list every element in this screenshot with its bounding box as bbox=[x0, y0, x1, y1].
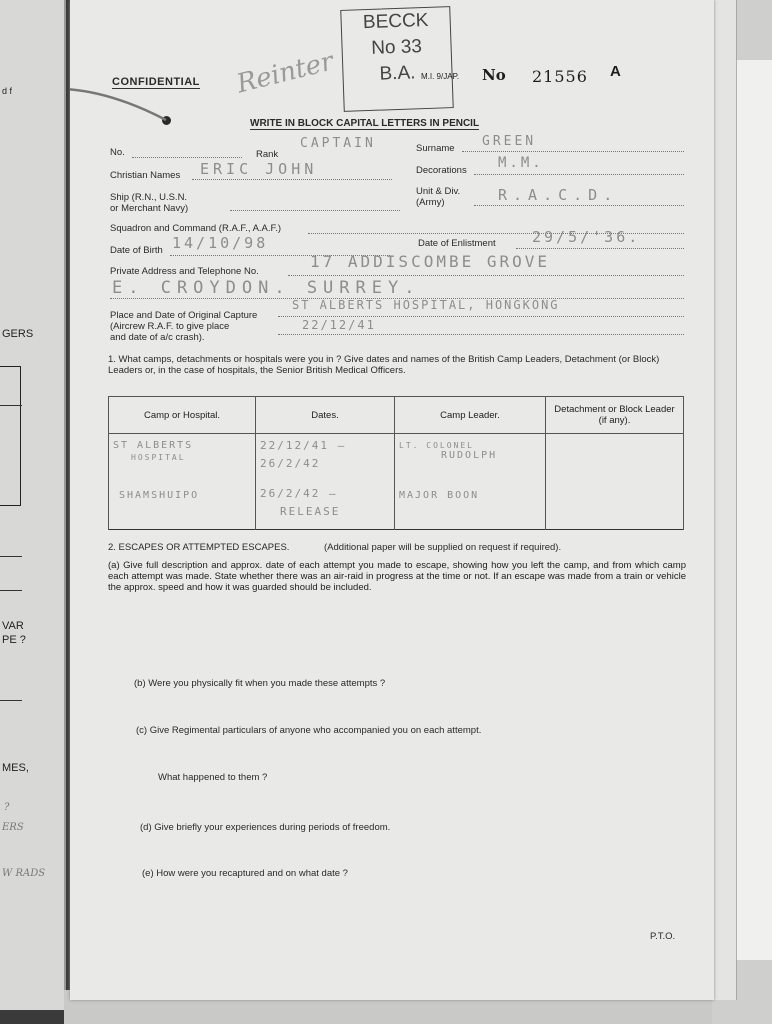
capture-date-value: 22/12/41 bbox=[302, 318, 376, 332]
dates-value: RELEASE bbox=[280, 505, 341, 518]
form-suffix: A bbox=[610, 63, 621, 80]
pencil-annotation: Reinter bbox=[233, 46, 337, 100]
pto-label: P.T.O. bbox=[650, 931, 676, 942]
back-page-fragment: GERS bbox=[2, 328, 34, 340]
back-page-fragment: d f bbox=[2, 86, 13, 96]
surname-label: Surname bbox=[416, 143, 455, 154]
camp-name: ST ALBERTS bbox=[113, 440, 194, 451]
squadron-label: Squadron and Command (R.A.F., A.A.F.) bbox=[110, 223, 282, 234]
back-page-handwriting: W RADS bbox=[2, 868, 46, 879]
back-page bbox=[0, 0, 66, 1010]
ship-label bbox=[110, 192, 188, 214]
table-row bbox=[109, 434, 684, 530]
back-page-fragment: PE ? bbox=[2, 634, 26, 646]
dates-value: 22/12/41 — bbox=[260, 439, 347, 452]
liberation-questionnaire-form bbox=[70, 0, 714, 1000]
back-page-rule bbox=[0, 556, 22, 557]
christian-names-field bbox=[192, 179, 392, 180]
camp-name: SHAMSHUIPO bbox=[119, 490, 200, 501]
ship-label-line: Ship (R.N., U.S.N. bbox=[110, 192, 188, 203]
decorations-field bbox=[474, 174, 684, 175]
address-label: Private Address and Telephone No. bbox=[110, 266, 259, 277]
date-of-enlistment-value: 29/5/'36. bbox=[532, 228, 641, 246]
question-2a: (a) Give full description and approx. date of each attempt you made to escape, showing how you left the camp, and from which camp each attempt was made. State whether there was an air-raid in progress at the time or not. If an escape was made from a train or vehicle the approx. speed and how it was guarded should be included. bbox=[108, 560, 686, 593]
unit-label bbox=[416, 186, 460, 208]
dates-value: 26/2/42 bbox=[260, 457, 321, 470]
capture-field bbox=[278, 316, 684, 317]
address-value-line-2: E. CROYDON. SURREY. bbox=[112, 278, 421, 298]
question-2-note: (Additional paper will be supplied on request if required). bbox=[324, 542, 562, 553]
stamp-line: B.A. bbox=[379, 62, 416, 85]
unit-field bbox=[474, 205, 684, 206]
dates-cell bbox=[256, 434, 395, 530]
ship-field bbox=[230, 210, 400, 211]
ship-label-line: or Merchant Navy) bbox=[110, 203, 189, 214]
binding-string bbox=[70, 0, 190, 140]
capture-label-line: (Aircrew R.A.F. to give place bbox=[110, 321, 230, 332]
back-page-handwriting: ERS bbox=[2, 822, 24, 833]
back-page-rule bbox=[0, 405, 22, 406]
back-page-handwriting: ? bbox=[4, 802, 10, 813]
rank-value: CAPTAIN bbox=[300, 136, 376, 151]
question-2-title: 2. ESCAPES OR ATTEMPTED ESCAPES. bbox=[108, 542, 290, 553]
camp-cell bbox=[109, 434, 256, 530]
back-page-box bbox=[0, 366, 21, 506]
page-stack-right bbox=[712, 0, 772, 1024]
surname-value: GREEN bbox=[482, 134, 537, 149]
back-page-rule bbox=[0, 700, 22, 701]
capture-label bbox=[110, 310, 257, 343]
office-stamp bbox=[340, 6, 453, 112]
date-of-birth-label: Date of Birth bbox=[110, 245, 163, 256]
stamp-line: No 33 bbox=[370, 36, 423, 59]
leader-value: MAJOR BOON bbox=[399, 490, 480, 501]
question-1: 1. What camps, detachments or hospitals were you in ? Give dates and names of the British Camp Leaders, Detachment (or Block) Leaders or, in the case of hospitals, the Senior British Medical Officers. bbox=[108, 354, 660, 376]
question-2d: (d) Give briefly your experiences during periods of freedom. bbox=[140, 822, 391, 833]
column-header: Camp Leader. bbox=[395, 397, 546, 434]
decorations-label: Decorations bbox=[416, 165, 467, 176]
stacked-sheet-edge bbox=[712, 0, 737, 1000]
date-of-enlistment-label: Date of Enlistment bbox=[418, 238, 496, 249]
table-header-row bbox=[109, 397, 684, 434]
no-field bbox=[132, 157, 242, 158]
stamp-line: BECCK bbox=[362, 9, 429, 34]
back-page-fragment: MES, bbox=[2, 762, 29, 774]
column-header: Dates. bbox=[256, 397, 395, 434]
leader-value: RUDOLPH bbox=[441, 450, 498, 461]
form-serial-number: 21556 bbox=[532, 67, 588, 86]
capture-field-2 bbox=[278, 334, 684, 335]
form-instruction-heading: WRITE IN BLOCK CAPITAL LETTERS IN PENCIL bbox=[250, 118, 480, 129]
address-field bbox=[288, 275, 684, 276]
question-2c-sub: What happened to them ? bbox=[158, 772, 268, 783]
decorations-value: M.M. bbox=[498, 155, 544, 171]
capture-label-line: and date of a/c crash). bbox=[110, 332, 205, 343]
christian-names-value: ERIC JOHN bbox=[200, 160, 318, 178]
leader-value: LT. COLONEL bbox=[399, 441, 474, 450]
column-header: Detachment or Block Leader (if any). bbox=[546, 397, 684, 434]
date-of-birth-value: 14/10/98 bbox=[172, 234, 269, 252]
dates-value: 26/2/42 — bbox=[260, 487, 338, 500]
mi-reference: M.I. 9/JAP. bbox=[421, 72, 460, 81]
stacked-sheet-edge bbox=[736, 60, 772, 960]
unit-value: R.A.C.D. bbox=[498, 186, 619, 204]
confidential-label: CONFIDENTIAL bbox=[112, 76, 200, 88]
address-value-line-1: 17 ADDISCOMBE GROVE bbox=[310, 252, 551, 271]
christian-names-label: Christian Names bbox=[110, 170, 181, 181]
leader-cell bbox=[395, 434, 546, 530]
surname-field bbox=[462, 151, 684, 152]
question-2e: (e) How were you recaptured and on what date ? bbox=[142, 868, 348, 879]
back-page-fragment: VAR bbox=[2, 620, 24, 632]
back-page-rule bbox=[0, 590, 22, 591]
rank-label: Rank bbox=[256, 149, 279, 160]
date-of-enlistment-field bbox=[516, 248, 684, 249]
question-2c: (c) Give Regimental particulars of anyone who accompanied you on each attempt. bbox=[136, 725, 482, 736]
column-header: Camp or Hospital. bbox=[109, 397, 256, 434]
camps-table bbox=[108, 396, 684, 530]
number-label: No bbox=[482, 66, 506, 84]
camp-name: HOSPITAL bbox=[131, 453, 186, 462]
unit-label-line: (Army) bbox=[416, 197, 445, 208]
unit-label-line: Unit & Div. bbox=[416, 186, 461, 197]
question-2b: (b) Were you physically fit when you made these attempts ? bbox=[134, 678, 386, 689]
capture-place-value: ST ALBERTS HOSPITAL, HONGKONG bbox=[292, 298, 560, 312]
block-leader-cell bbox=[546, 434, 684, 530]
no-label: No. bbox=[110, 147, 125, 158]
capture-label-line: Place and Date of Original Capture bbox=[110, 310, 258, 321]
